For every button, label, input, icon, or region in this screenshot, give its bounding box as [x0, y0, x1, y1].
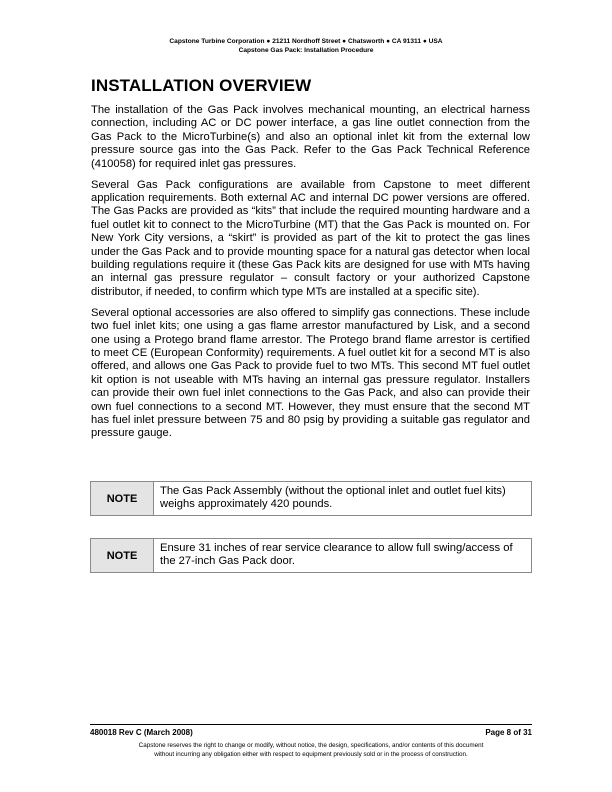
disclaimer-line-2: without incurring any obligation either with respect to equipment previously sold or in the process of construction.	[154, 750, 468, 758]
header-document-title: Capstone Gas Pack: Installation Procedure	[238, 47, 374, 54]
body-text	[91, 104, 530, 448]
paragraph-accessories: Several optional accessories are also offered to simplify gas connections. These include two fuel inlet kits; one using a gas flame arrestor manufactured by Lisk, and a second one using a Protego brand flame arrestor. The Protego brand flame arrestor is certified to meet CE (European Conformity) requirements. A fuel outlet kit for a second MT is also offered, and allows one Gas Pack to provide fuel to two MTs. This second MT fuel outlet kit option is not useable with MTs having an internal gas pressure regulator. Installers can provide their own fuel inlet connections to the Gas Pack, and also can provide their own fuel connections to a second MT. However, they must ensure that the second MT has fuel inlet pressure between 75 and 80 psig by providing a suitable gas regulator and pressure gauge.	[91, 306, 530, 440]
paragraph-configurations: Several Gas Pack configurations are available from Capstone to meet different application requirements. Both external AC and internal DC power versions are offered. The Gas Packs are provided as “kits” that include the required mounting hardware and a fuel outlet kit to connect to the MicroTurbine (MT) that the Gas Pack is mounted on. For New York City versions, a “skirt” is provided as part of the kit to protect the gas lines under the Gas Pack and to provide mounting space for a natural gas detector when local building regulations require it (these Gas Pack kits are designed for use with MTs having an internal gas pressure regulator – consult factory or your authorized Capstone distributor, if needed, to confirm which type MTs are installed at a specific site).	[91, 178, 530, 298]
footer-document-id: 480018 Rev C (March 2008)	[90, 728, 193, 737]
footer-row	[90, 728, 532, 737]
disclaimer-line-1: Capstone reserves the right to change or modify, without notice, the design, specifications, and/or contents of this document	[138, 742, 484, 749]
note-box-clearance	[90, 538, 532, 573]
footer-page-number: Page 8 of 31	[485, 728, 532, 737]
note-box-weight	[90, 481, 532, 516]
page-header	[0, 37, 612, 55]
header-company-address: Capstone Turbine Corporation ● 21211 Nordhoff Street ● Chatsworth ● CA 91311 ● USA	[169, 38, 443, 45]
note-label: NOTE	[91, 482, 154, 515]
footer-disclaimer	[80, 742, 542, 759]
note-label: NOTE	[91, 539, 154, 572]
paragraph-overview: The installation of the Gas Pack involves mechanical mounting, an electrical harness connection, including AC or DC power interface, a gas line outlet connection from the Gas Pack to the MicroTurbine(s) and also an optional inlet kit from the external low pressure source gas into the Gas Pack. Refer to the Gas Pack Technical Reference (410058) for required inlet gas pressures.	[91, 104, 530, 170]
note-text-clearance: Ensure 31 inches of rear service clearance to allow full swing/access of the 27-inch Gas Pack door.	[160, 542, 513, 568]
section-title: INSTALLATION OVERVIEW	[91, 76, 312, 95]
footer-divider	[90, 724, 532, 725]
note-text-weight: The Gas Pack Assembly (without the optional inlet and outlet fuel kits) weighs approximately 420 pounds.	[160, 485, 506, 511]
